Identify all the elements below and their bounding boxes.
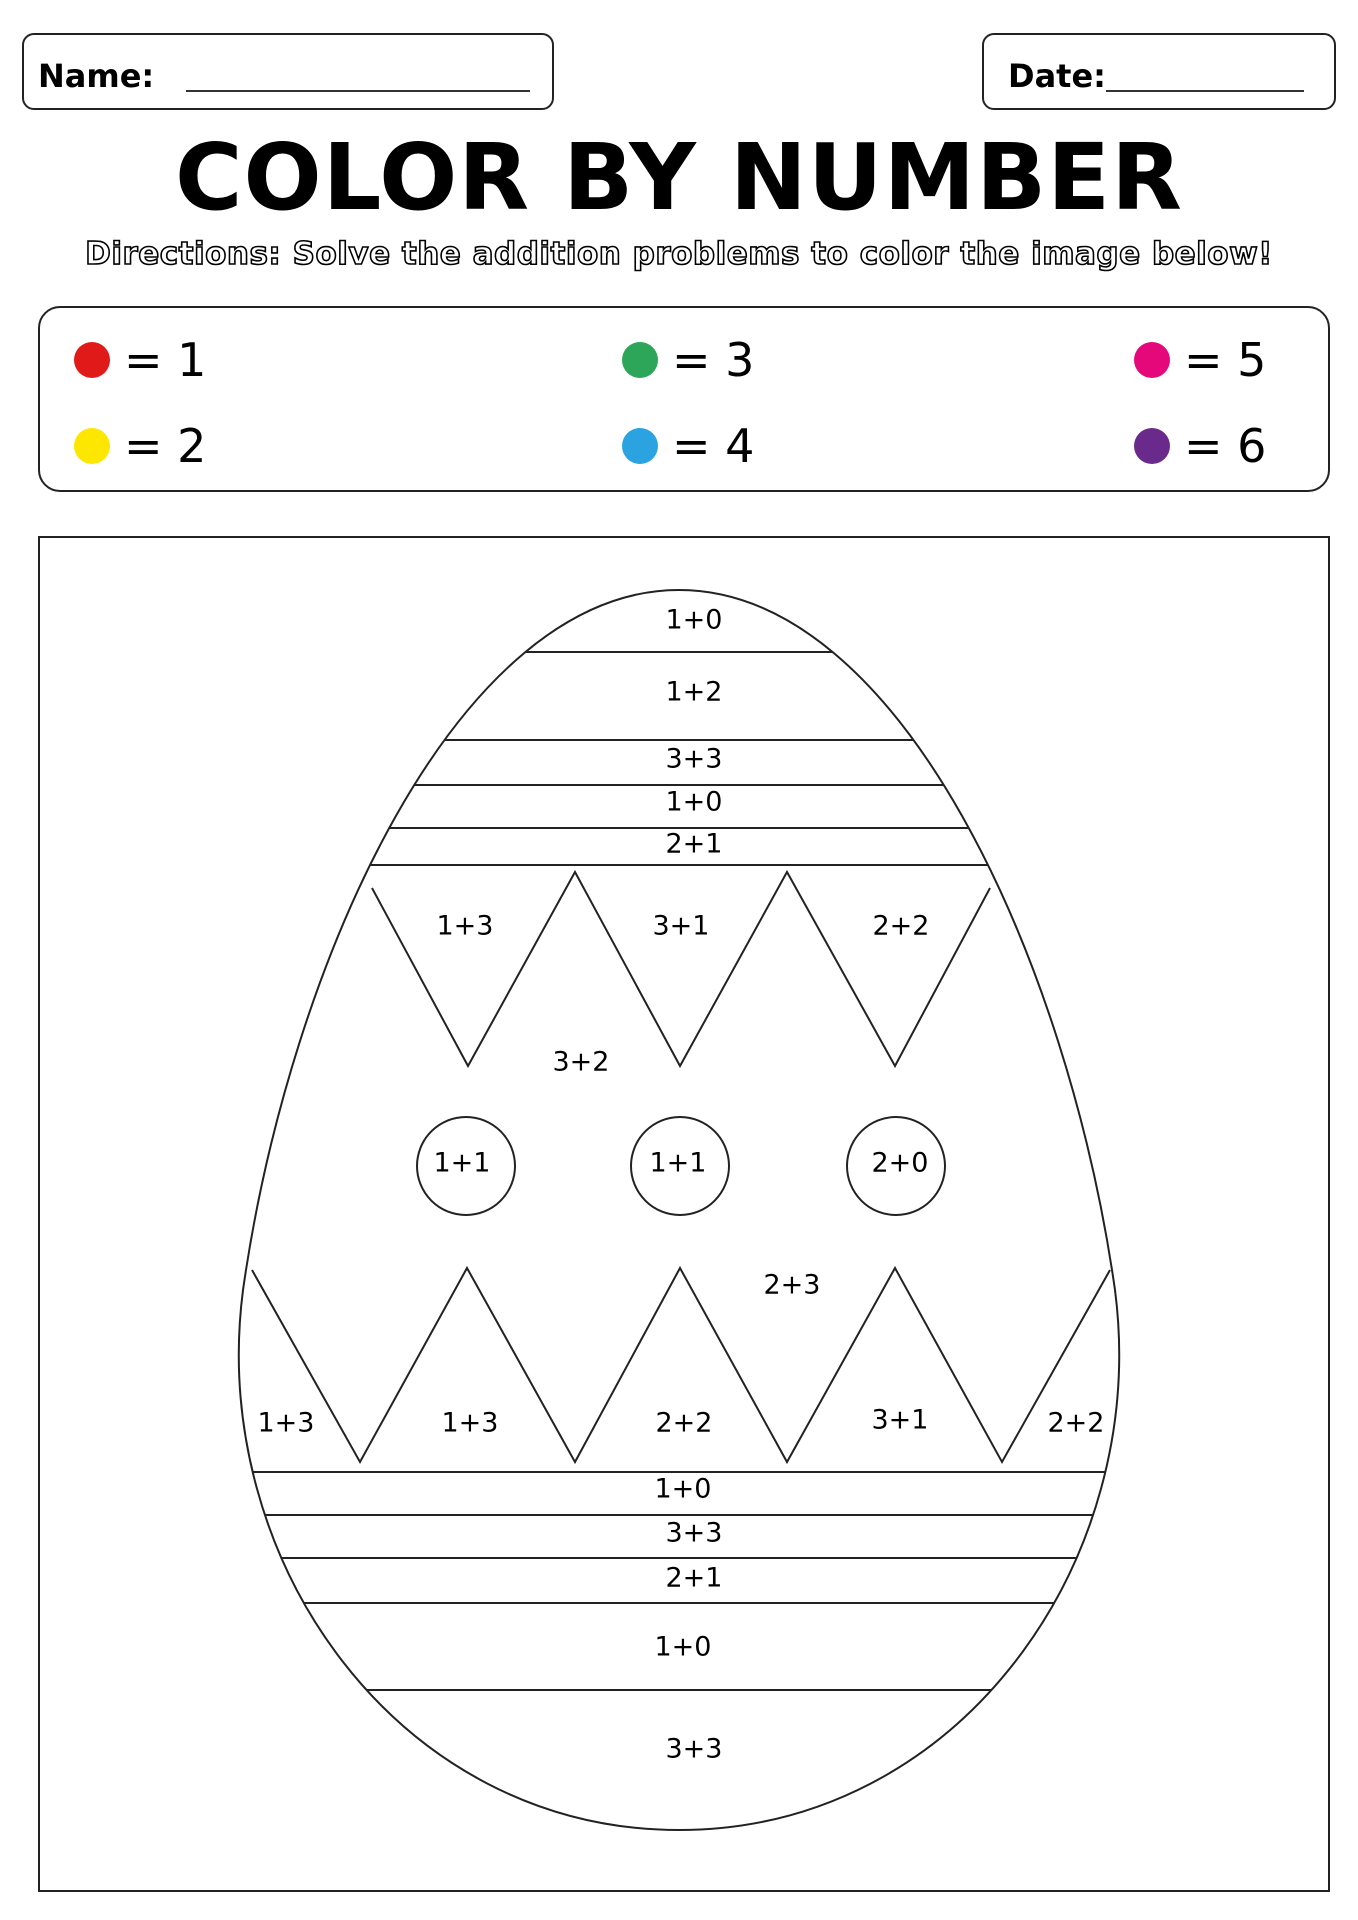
band-sum: 3+3 xyxy=(665,1517,723,1549)
band-sum: 1+0 xyxy=(654,1631,712,1663)
zigzag-sum: 1+3 xyxy=(257,1407,315,1439)
page-title: COLOR BY NUMBER xyxy=(175,124,1183,231)
name-label: Name: xyxy=(38,57,155,95)
band-sum: 1+0 xyxy=(665,786,723,818)
zigzag-sum: 2+2 xyxy=(655,1407,713,1439)
legend-label: = 4 xyxy=(672,419,755,473)
field-sum: 2+3 xyxy=(763,1269,821,1301)
band-sum: 3+3 xyxy=(665,743,723,775)
circle-sum: 1+1 xyxy=(433,1147,491,1179)
band-sum: 1+0 xyxy=(665,604,723,636)
date-label: Date: xyxy=(1008,57,1106,95)
zigzag-sum: 2+2 xyxy=(1047,1407,1105,1439)
zigzag-sum: 3+1 xyxy=(652,910,710,942)
zigzag-sum: 3+1 xyxy=(871,1404,929,1436)
legend-label: = 1 xyxy=(124,333,207,387)
legend-label: = 5 xyxy=(1184,333,1267,387)
zigzag-sum: 1+3 xyxy=(436,910,494,942)
band-sum: 3+3 xyxy=(665,1733,723,1765)
circle-sum: 2+0 xyxy=(871,1147,929,1179)
band-sum: 1+0 xyxy=(654,1473,712,1505)
band-sum: 1+2 xyxy=(665,676,723,708)
band-sum: 2+1 xyxy=(665,1562,723,1594)
directions-text: Directions: Solve the addition problems to color the image below! xyxy=(85,236,1273,272)
zigzag-sum: 1+3 xyxy=(441,1407,499,1439)
legend-label: = 6 xyxy=(1184,419,1267,473)
legend-label: = 2 xyxy=(124,419,207,473)
circle-sum: 1+1 xyxy=(649,1147,707,1179)
zigzag-sum: 2+2 xyxy=(872,910,930,942)
legend-label: = 3 xyxy=(672,333,755,387)
upper-zigzag-line xyxy=(372,872,990,1066)
band-sum: 2+1 xyxy=(665,828,723,860)
field-sum: 3+2 xyxy=(552,1046,610,1078)
